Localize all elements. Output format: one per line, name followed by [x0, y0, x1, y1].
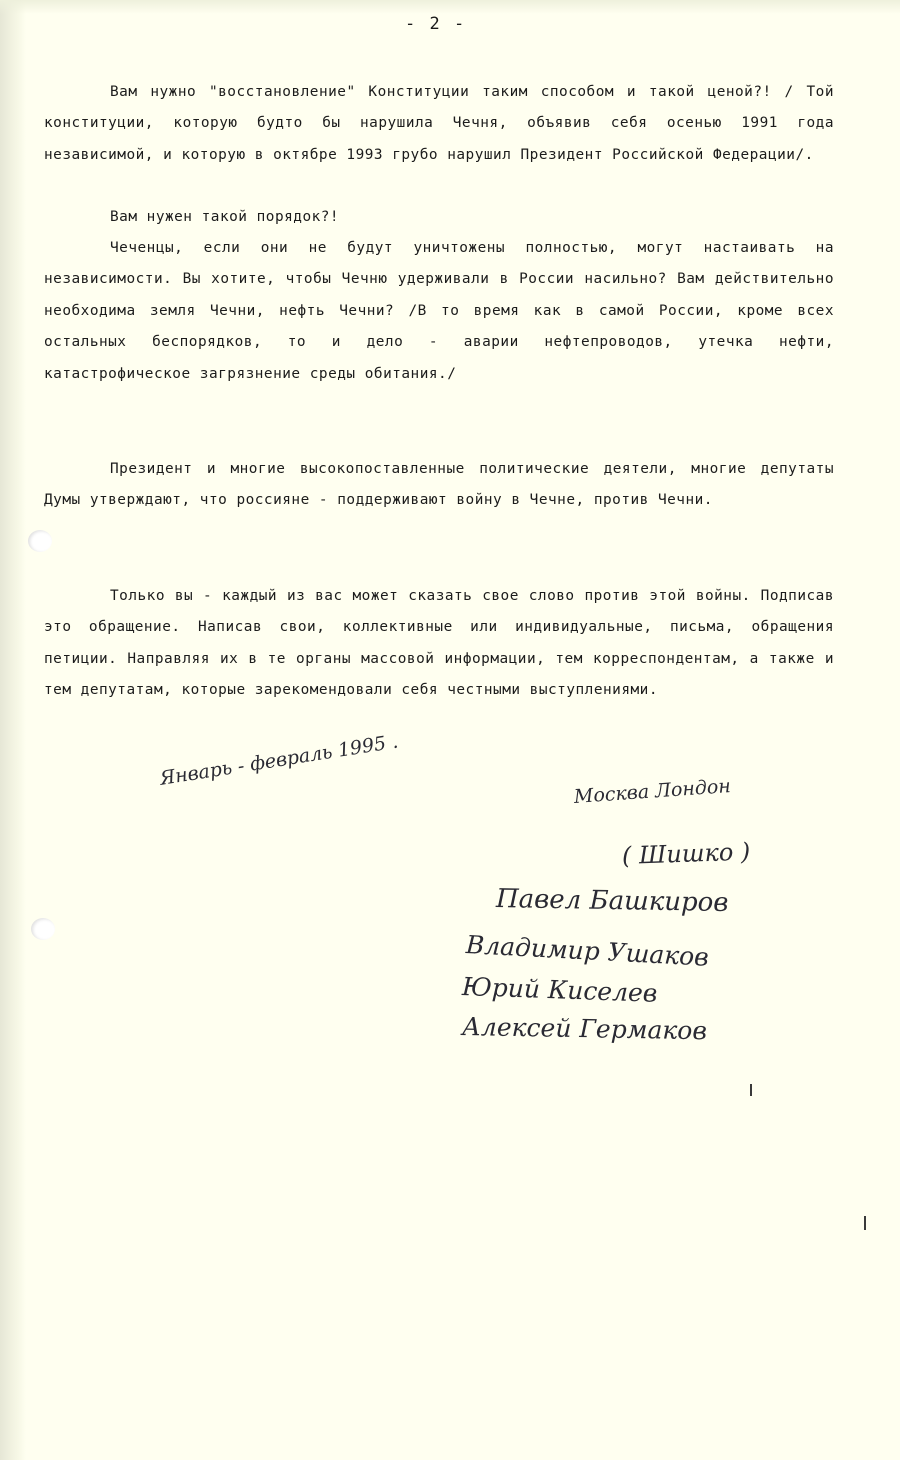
paragraph-chechens-independence: Чеченцы, если они не будут уничтожены полностью, могут настаивать на независимости. Вы хотите, чтобы Чечню удерживали в России насильно? Вам действительно необходима земля Чечни, нефть Чечни? /В то время как в самой России, кроме всех остальных беспорядков, то и дело - аварии нефтепроводов, утечка нефти, катастрофическое загрязнение среды обитания./	[44, 240, 834, 382]
signature-bashkirov: Павел Башкиров	[495, 884, 729, 919]
handwritten-place: Москва Лондон	[573, 775, 732, 808]
scan-shadow-top	[0, 0, 900, 14]
signature-kiselev: Юрий Киселев	[461, 972, 658, 1008]
handwritten-date: Январь - февраль 1995 .	[158, 730, 400, 790]
scan-speck-mark	[750, 1084, 752, 1096]
page-number: - 2 -	[405, 14, 467, 34]
punch-hole-upper	[28, 530, 52, 552]
paragraph-order-question: Вам нужен такой порядок?!	[110, 209, 340, 225]
signature-ushakov: Владимир Ушаков	[465, 930, 710, 972]
scan-speck-mark	[864, 1216, 866, 1230]
punch-hole-lower	[31, 918, 55, 940]
scan-shadow-left	[0, 0, 26, 1460]
paragraph-president-claims: Президент и многие высокопоставленные политические деятели, многие депутаты Думы утверждают, что россияне - поддерживают войну в Чечне, против Чечни.	[44, 461, 834, 509]
paragraph-constitution: Вам нужно "восстановление" Конституции таким способом и такой ценой?! / Той конституции, которую будто бы нарушила Чечня, объявив себя осенью 1991 года независимой, и которую в октябре 1993 грубо нарушил Президент Российской Федерации/.	[44, 84, 834, 163]
signature-germakov: Алексей Гермаков	[461, 1012, 708, 1046]
paragraph-call-to-action: Только вы - каждый из вас может сказать свое слово против этой войны. Подписав это обращение. Написав свои, коллективные или индивидуальные, письма, обращения петиции. Направляя их в те органы массовой информации, тем корреспондентам, а также и тем депутатам, которые зарекомендовали себя честными выступлениями.	[44, 588, 834, 699]
handwritten-bracket-signature: ( Шишко )	[621, 837, 751, 870]
